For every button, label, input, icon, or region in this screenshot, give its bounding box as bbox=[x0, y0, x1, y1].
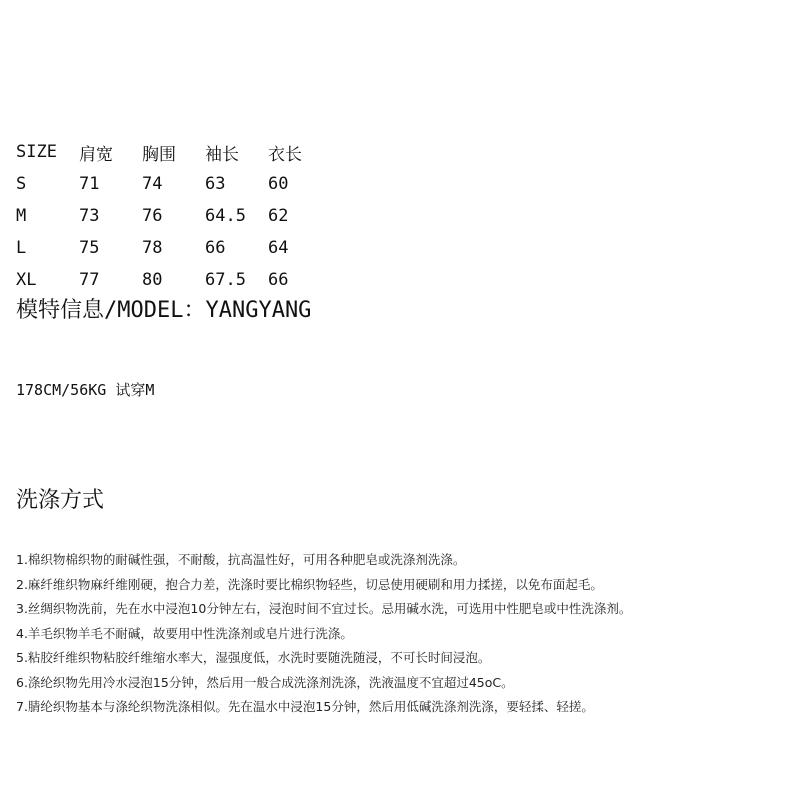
cell-chest: 76 bbox=[142, 206, 163, 226]
cell-size: M bbox=[16, 206, 27, 226]
cell-shoulder: 71 bbox=[79, 174, 100, 194]
cell-chest: 80 bbox=[142, 270, 163, 290]
cell-length: 66 bbox=[268, 270, 289, 290]
cell-length: 62 bbox=[268, 206, 289, 226]
header-sleeve: 袖长 bbox=[205, 144, 239, 165]
list-item: 5.粘胶纤维织物粘胶纤维缩水率大，湿强度低，水洗时要随洗随浸，不可长时间浸泡。 bbox=[16, 650, 491, 665]
list-item: 3.丝绸织物洗前，先在水中浸泡10分钟左右，浸泡时间不宜过长。忌用碱水洗，可选用中性肥皂或中性洗涤剂。 bbox=[16, 601, 632, 616]
cell-size: XL bbox=[16, 270, 37, 290]
cell-chest: 74 bbox=[142, 174, 163, 194]
size-table-header-row bbox=[16, 136, 328, 168]
cell-size: S bbox=[16, 174, 27, 194]
size-table bbox=[16, 136, 328, 296]
cell-sleeve: 63 bbox=[205, 174, 226, 194]
cell-shoulder: 73 bbox=[79, 206, 100, 226]
cell-shoulder: 77 bbox=[79, 270, 100, 290]
cell-length: 64 bbox=[268, 238, 289, 258]
cell-sleeve: 67.5 bbox=[205, 270, 246, 290]
cell-chest: 78 bbox=[142, 238, 163, 258]
cell-sleeve: 66 bbox=[205, 238, 226, 258]
list-item: 1.棉织物棉织物的耐碱性强，不耐酸，抗高温性好，可用各种肥皂或洗涤剂洗涤。 bbox=[16, 552, 466, 567]
list-item: 7.腈纶织物基本与涤纶织物洗涤相似。先在温水中浸泡15分钟，然后用低碱洗涤剂洗涤，要轻揉、轻搓。 bbox=[16, 699, 594, 714]
cell-sleeve: 64.5 bbox=[205, 206, 246, 226]
header-length: 衣长 bbox=[268, 144, 302, 165]
model-info-title: 模特信息/MODEL：YANGYANG bbox=[16, 298, 312, 323]
header-shoulder: 肩宽 bbox=[79, 144, 113, 165]
table-row bbox=[16, 264, 328, 296]
table-row bbox=[16, 232, 328, 264]
list-item: 6.涤纶织物先用冷水浸泡15分钟，然后用一般合成洗涤剂洗涤，洗液温度不宜超过45oC。 bbox=[16, 674, 514, 690]
table-row bbox=[16, 168, 328, 200]
washing-title: 洗涤方式 bbox=[16, 488, 105, 513]
header-chest: 胸围 bbox=[142, 144, 176, 165]
model-measurements: 178CM/56KG 试穿M bbox=[16, 381, 155, 399]
cell-size: L bbox=[16, 238, 27, 258]
cell-shoulder: 75 bbox=[79, 238, 100, 258]
list-item: 4.羊毛织物羊毛不耐碱，故要用中性洗涤剂或皂片进行洗涤。 bbox=[16, 625, 353, 641]
list-item: 2.麻纤维织物麻纤维刚硬，抱合力差，洗涤时要比棉织物轻些，切忌使用硬刷和用力揉搓，以免布面起毛。 bbox=[16, 576, 603, 592]
table-row bbox=[16, 200, 328, 232]
header-size: SIZE bbox=[16, 142, 57, 162]
cell-length: 60 bbox=[268, 174, 289, 194]
washing-instructions-list bbox=[16, 548, 631, 720]
